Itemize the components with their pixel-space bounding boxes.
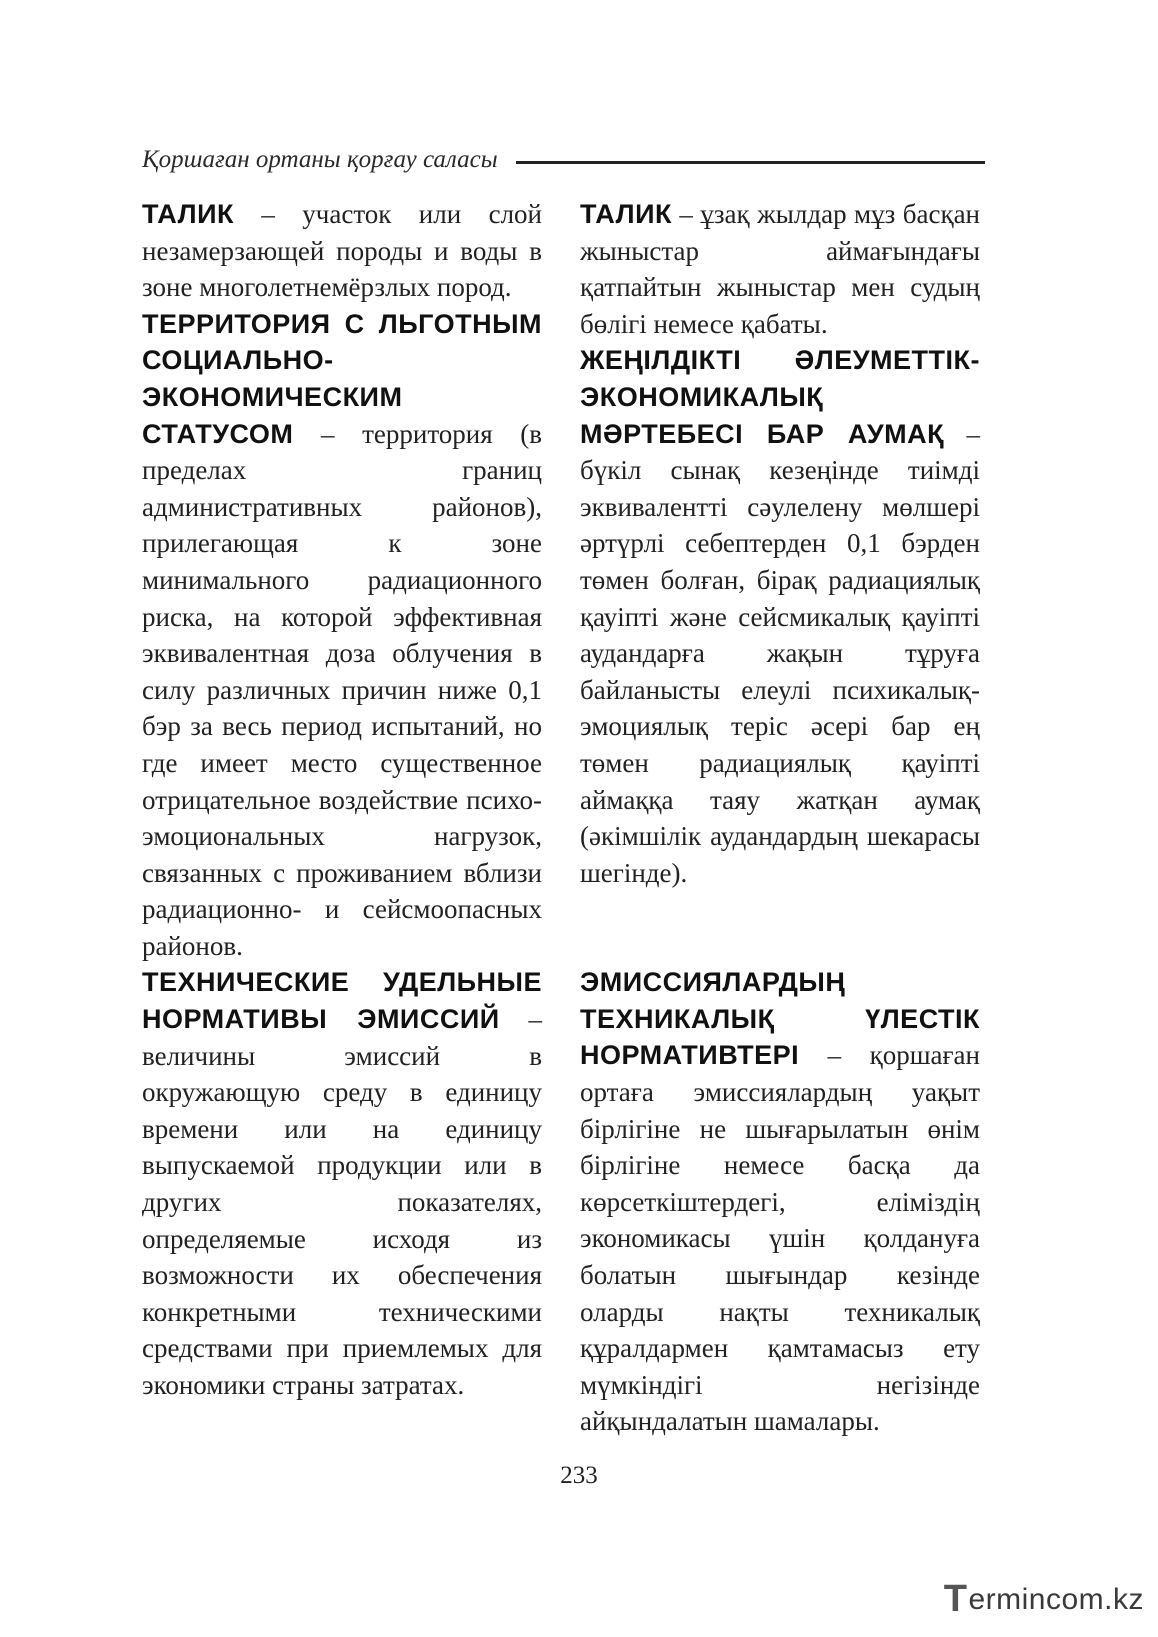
right-column-kazakh bbox=[580, 196, 980, 1440]
entry-term: ТАЛИК bbox=[580, 199, 672, 229]
left-column-russian bbox=[142, 196, 542, 1404]
running-head-title: Қоршаған ортаны қорғау саласы bbox=[142, 146, 498, 173]
entry-definition: – величины эмиссий в окружающую среду в единицу времени или на единицу выпускаемой продукции или в других показателях, определяемые исходя из возможности их обеспечения конкретными техническими средствами при приемлемых для экономики страны затратах. bbox=[142, 1004, 543, 1400]
entry-term: ТЕРРИТОРИЯ С ЛЬГОТНЫМ СОЦИАЛЬНО-ЭКОНОМИЧЕСКИМ СТАТУСОМ bbox=[142, 308, 542, 449]
page-number: 233 bbox=[560, 1462, 598, 1489]
entry-talik-ru bbox=[142, 196, 542, 306]
entry-term: ЖЕҢІЛДІКТІ ӘЛЕУМЕТТІК-ЭКОНОМИКАЛЫҚ МӘРТЕБЕСІ БАР АУМАҚ bbox=[580, 345, 980, 449]
watermark-text: ermincom.kz bbox=[968, 1582, 1144, 1616]
watermark-initial: T bbox=[943, 1578, 968, 1620]
entry-territory-ru bbox=[142, 306, 542, 965]
entry-emission-norms-ru bbox=[142, 964, 542, 1403]
entry-emission-norms-kk bbox=[580, 964, 980, 1440]
running-head-rule bbox=[516, 161, 985, 164]
entry-term: ТАЛИК bbox=[142, 199, 234, 229]
entry-talik-kk bbox=[580, 196, 980, 342]
entry-definition: – ұзақ жылдар мұз басқан жыныстар аймағындағы қатпайтын жыныстар мен судың бөлігі немесе қабаты. bbox=[580, 199, 980, 339]
entry-definition: – участок или слой незамерзающей породы и воды в зоне многолетнемёрзлых пород. bbox=[142, 199, 542, 303]
entry-term: ЭМИССИЯЛАРДЫҢ ТЕХНИКАЛЫҚ ҮЛЕСТІК НОРМАТИВТЕРІ bbox=[580, 967, 980, 1071]
entry-term: ТЕХНИЧЕСКИЕ УДЕЛЬНЫЕ НОРМАТИВЫ ЭМИССИЙ bbox=[142, 967, 542, 1035]
entry-definition: – қоршаған ортаға эмиссиялардың уақыт бірлігіне не шығарылатын өнім бірлігіне немесе басқа да көрсеткіштердегі, еліміздің экономикасы үшін қолдануға болатын шығындар кезінде оларды нақты техникалық құралдармен қамтамасыз ету мүмкіндігі негізінде айқындалатын шамалары. bbox=[580, 1040, 980, 1437]
entry-territory-kk bbox=[580, 342, 980, 891]
site-watermark bbox=[944, 1578, 1144, 1621]
entry-definition: – бүкіл сынақ кезеңінде тиімді эквивалентті сәулелену мөлшері әртүрлі себептерден 0,1 бэрден төмен болған, бірақ радиациялық қауіпті және сейсмикалық қауіпті аудандарға жақын тұруға байланысты елеулі психикалық-эмоциялық теріс әсері бар ең төмен радиациялық қауіпті аймаққа таяу жатқан аумақ (әкімшілік аудандардың шекарасы шегінде). bbox=[580, 418, 980, 888]
column-spacer bbox=[580, 891, 980, 964]
running-head bbox=[142, 146, 985, 174]
entry-definition: – территория (в пределах границ административных районов), прилегающая к зоне минимального радиационного риска, на которой эффективная эквивалентная доза облучения в силу различных причин ниже 0,1 бэр за весь период испытаний, но где имеет место существенное отрицательное воздействие психо-эмоциональных нагрузок, связанных с проживанием вблизи радиационно- и сейсмоопасных районов. bbox=[142, 418, 542, 961]
